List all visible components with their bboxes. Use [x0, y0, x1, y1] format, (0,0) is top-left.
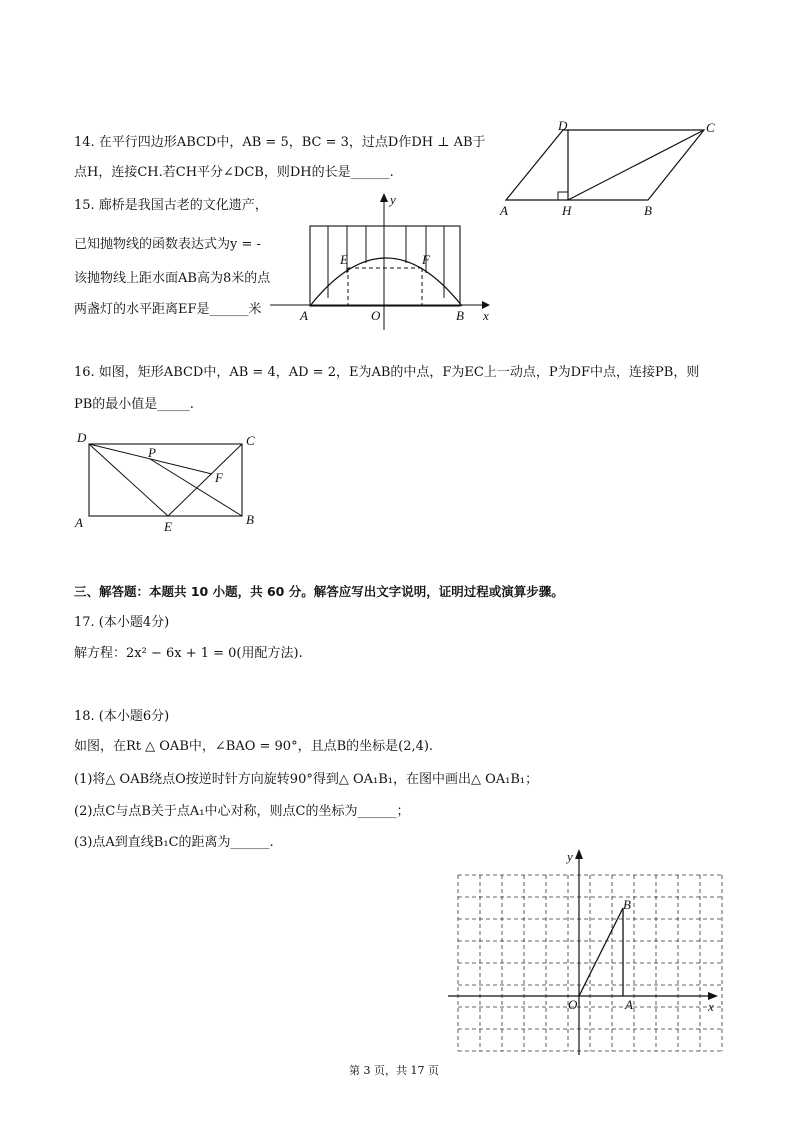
dashed-grid [458, 875, 722, 1051]
q17-body: 解方程：2x² − 6x + 1 = 0(用配方法). [74, 646, 303, 661]
q15-line2: 已知抛物线的函数表达式为y = - [74, 237, 261, 252]
page-footer: 第 3 页，共 17 页 [349, 1064, 439, 1077]
label-b: B [246, 512, 254, 527]
section3-heading: 三、解答题：本题共 10 小题，共 60 分。解答应写出文字说明，证明过程或演算步骤。 [74, 584, 564, 599]
label-o: O [568, 997, 578, 1012]
q14-line1: 14. 在平行四边形ABCD中，AB = 5，BC = 3，过点D作DH ⊥ AB于 [74, 135, 486, 150]
parabola-arch [310, 258, 462, 306]
q15-line4: 两盏灯的水平距离EF是______米 [74, 302, 262, 317]
q18-part1: (1)将△ OAB绕点O按逆时针方向旋转90°得到△ OA₁B₁，在图中画出△ OA₁B₁； [74, 772, 539, 787]
q14-parallelogram-figure [500, 120, 730, 225]
q18-part3: (3)点A到直线B₁C的距离为______. [74, 835, 274, 850]
triangle-oab [579, 908, 623, 996]
label-d: D [77, 430, 87, 445]
q18-intro: 如图，在Rt △ OAB中，∠BAO = 90°，且点B的坐标是(2,4). [74, 739, 434, 754]
label-b: B [456, 308, 464, 323]
label-y: y [390, 192, 396, 207]
right-angle-mark [558, 192, 568, 200]
label-c: C [706, 120, 715, 135]
q18-part2: (2)点C与点B关于点A₁中心对称，则点C的坐标为______； [74, 804, 410, 819]
y-axis-arrow [380, 193, 388, 202]
segment-ch [568, 130, 704, 200]
label-y: y [567, 849, 573, 864]
q15-bridge-figure [270, 190, 500, 330]
q15-line1: 15. 廊桥是我国古老的文化遗产， [74, 198, 268, 213]
y-axis-arrow [575, 849, 583, 859]
q16-line1: 16. 如图，矩形ABCD中，AB = 4，AD = 2，E为AB的中点，F为EC上一动点，P为DF中点，连接PB，则 [74, 365, 700, 380]
label-p: P [148, 445, 156, 460]
q16-line2: PB的最小值是_____. [74, 397, 194, 412]
bridge-frame [310, 226, 460, 306]
label-a: A [500, 203, 508, 218]
label-b: B [623, 897, 631, 912]
label-a: A [75, 515, 83, 530]
label-e: E [164, 519, 172, 534]
label-h: H [562, 203, 572, 218]
ef-dashed-lines [348, 268, 422, 305]
q14-line2: 点H，连接CH.若CH平分∠DCB，则DH的长是______. [74, 165, 394, 180]
label-x: x [708, 999, 714, 1014]
label-c: C [246, 433, 255, 448]
label-f: F [422, 252, 430, 267]
q17-title: 17. (本小题4分) [74, 615, 170, 630]
label-d: D [558, 118, 568, 133]
label-b: B [644, 203, 652, 218]
label-f: F [215, 470, 223, 485]
parallelogram-abcd [506, 130, 704, 200]
q16-rectangle-figure [70, 430, 270, 535]
label-e: E [340, 252, 348, 267]
label-a: A [300, 308, 308, 323]
label-o: O [371, 308, 381, 323]
q18-coordinate-grid [440, 845, 730, 1060]
q15-line3: 该抛物线上距水面AB高为8米的点 [74, 271, 271, 286]
label-a: A [625, 997, 633, 1012]
label-x: x [483, 308, 489, 323]
q18-title: 18. (本小题6分) [74, 709, 170, 724]
